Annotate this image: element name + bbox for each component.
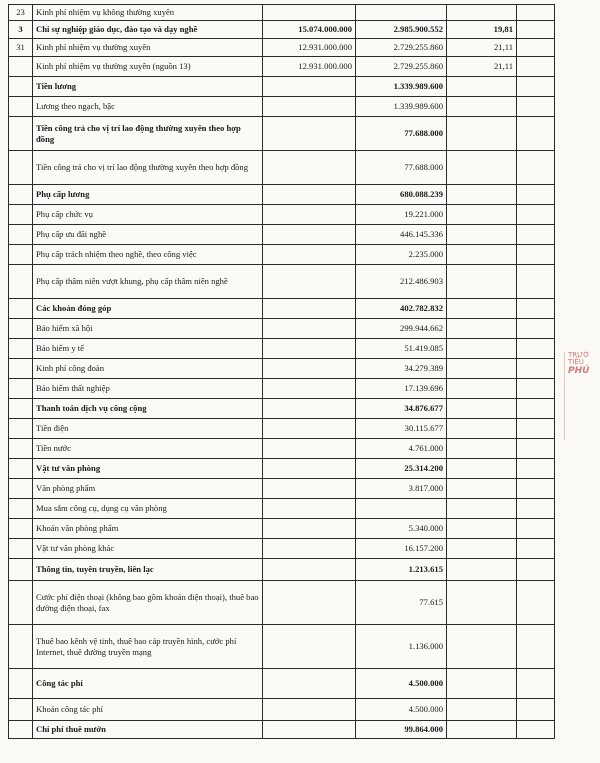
table-row [9,559,555,581]
row-number [9,185,33,205]
row-actual-amount: 1.213.615 [356,559,447,581]
row-number [9,559,33,581]
table-row [9,319,555,339]
table-row [9,339,555,359]
row-actual-amount: 3.817.000 [356,479,447,499]
table-row [9,699,555,721]
row-percent: 19,81 [447,21,517,39]
row-actual-amount: 299.944.662 [356,319,447,339]
row-item-name: Công tác phí [33,669,263,699]
row-percent [447,245,517,265]
row-percent [447,625,517,669]
row-item-name: Lương theo ngạch, bậc [33,97,263,117]
row-number [9,225,33,245]
row-plan-amount [263,245,356,265]
row-item-name: Phụ cấp ưu đãi nghề [33,225,263,245]
row-blank-cell [517,379,555,399]
row-item-name: Cước phí điện thoại (không bao gồm khoán điện thoại), thuê bao đường điện thoại, fax [33,581,263,625]
row-actual-amount: 4.761.000 [356,439,447,459]
row-blank-cell [517,39,555,57]
table-row [9,245,555,265]
row-actual-amount: 34.876.677 [356,399,447,419]
row-number [9,539,33,559]
row-plan-amount [263,265,356,299]
row-percent [447,151,517,185]
row-item-name: Phụ cấp trách nhiệm theo nghề, theo công việc [33,245,263,265]
row-plan-amount [263,379,356,399]
row-blank-cell [517,459,555,479]
stamp-line-1: TRƯỜ [568,351,590,359]
table-row [9,39,555,57]
row-percent [447,225,517,245]
row-blank-cell [517,97,555,117]
row-actual-amount: 51.419.085 [356,339,447,359]
row-plan-amount [263,185,356,205]
row-plan-amount [263,5,356,21]
row-number [9,479,33,499]
row-blank-cell [517,117,555,151]
row-number [9,245,33,265]
row-plan-amount: 15.074.000.000 [263,21,356,39]
row-item-name: Vật tư văn phòng [33,459,263,479]
row-plan-amount [263,77,356,97]
row-percent [447,459,517,479]
row-actual-amount: 77.688.000 [356,151,447,185]
row-number: 31 [9,39,33,57]
row-item-name: Phụ cấp lương [33,185,263,205]
row-blank-cell [517,699,555,721]
row-blank-cell [517,319,555,339]
row-percent [447,77,517,97]
row-item-name: Tiền nước [33,439,263,459]
table-row [9,439,555,459]
row-plan-amount [263,439,356,459]
row-number [9,439,33,459]
table-row [9,5,555,21]
row-item-name: Kinh phí công đoàn [33,359,263,379]
row-item-name: Tiền điện [33,419,263,439]
row-blank-cell [517,479,555,499]
row-actual-amount: 77.615 [356,581,447,625]
row-number [9,205,33,225]
row-blank-cell [517,205,555,225]
row-percent [447,299,517,319]
row-number: 23 [9,5,33,21]
row-actual-amount: 5.340.000 [356,519,447,539]
row-blank-cell [517,265,555,299]
row-plan-amount [263,97,356,117]
row-percent [447,319,517,339]
row-percent: 21,11 [447,57,517,77]
table-row [9,581,555,625]
row-number [9,379,33,399]
row-plan-amount: 12.931.000.000 [263,39,356,57]
table-row [9,151,555,185]
row-percent [447,479,517,499]
row-actual-amount: 2.729.255.860 [356,39,447,57]
row-number [9,419,33,439]
row-number [9,721,33,739]
row-number [9,581,33,625]
row-item-name: Chi sự nghiệp giáo dục, đào tạo và dạy nghề [33,21,263,39]
row-item-name: Kinh phí nhiệm vụ không thường xuyên [33,5,263,21]
row-percent [447,439,517,459]
row-number [9,265,33,299]
row-number [9,151,33,185]
row-actual-amount: 446.145.336 [356,225,447,245]
row-percent [447,721,517,739]
row-plan-amount [263,339,356,359]
table-row [9,77,555,97]
row-actual-amount: 17.139.696 [356,379,447,399]
table-row [9,479,555,499]
row-item-name: Bảo hiểm thất nghiệp [33,379,263,399]
row-blank-cell [517,5,555,21]
row-number [9,339,33,359]
row-percent [447,339,517,359]
row-item-name: Kinh phí nhiệm vụ thường xuyên [33,39,263,57]
row-percent [447,499,517,519]
row-item-name: Khoán văn phòng phẩm [33,519,263,539]
row-item-name: Thông tin, tuyên truyền, liên lạc [33,559,263,581]
row-plan-amount: 12.931.000.000 [263,57,356,77]
row-actual-amount [356,5,447,21]
table-row [9,721,555,739]
row-actual-amount: 30.115.677 [356,419,447,439]
row-plan-amount [263,399,356,419]
row-blank-cell [517,299,555,319]
row-percent [447,359,517,379]
row-blank-cell [517,625,555,669]
table-row [9,225,555,245]
row-number [9,299,33,319]
row-item-name: Kinh phí nhiệm vụ thường xuyên (nguồn 13) [33,57,263,77]
row-percent [447,205,517,225]
row-item-name: Tiền công trả cho vị trí lao động thường xuyên theo hợp đồng [33,151,263,185]
table-row [9,625,555,669]
row-item-name: Chi phí thuê mướn [33,721,263,739]
row-percent [447,379,517,399]
row-percent [447,117,517,151]
row-actual-amount: 16.157.200 [356,539,447,559]
row-number [9,699,33,721]
row-plan-amount [263,459,356,479]
row-actual-amount: 19.221.000 [356,205,447,225]
row-plan-amount [263,319,356,339]
row-plan-amount [263,117,356,151]
row-number [9,57,33,77]
row-blank-cell [517,21,555,39]
row-item-name: Tiền lương [33,77,263,97]
table-row [9,499,555,519]
row-plan-amount [263,499,356,519]
row-item-name: Các khoản đóng góp [33,299,263,319]
row-blank-cell [517,57,555,77]
row-item-name: Phụ cấp chức vụ [33,205,263,225]
row-plan-amount [263,151,356,185]
row-blank-cell [517,225,555,245]
row-percent [447,669,517,699]
row-percent [447,265,517,299]
row-number [9,499,33,519]
row-actual-amount: 99.864.000 [356,721,447,739]
row-blank-cell [517,581,555,625]
row-actual-amount: 2.235.000 [356,245,447,265]
table-row [9,379,555,399]
row-actual-amount: 212.486.903 [356,265,447,299]
row-item-name: Vật tư văn phòng khác [33,539,263,559]
row-item-name: Mua sắm công cụ, dụng cụ văn phòng [33,499,263,519]
table-row [9,519,555,539]
table-row [9,669,555,699]
table-row [9,419,555,439]
row-number [9,459,33,479]
row-plan-amount [263,299,356,319]
row-number: 3 [9,21,33,39]
row-actual-amount: 25.314.200 [356,459,447,479]
row-blank-cell [517,669,555,699]
row-actual-amount: 680.088.239 [356,185,447,205]
row-actual-amount [356,499,447,519]
row-item-name: Văn phòng phẩm [33,479,263,499]
row-blank-cell [517,77,555,97]
row-plan-amount [263,225,356,245]
stamp-fragment [564,352,600,440]
row-plan-amount [263,669,356,699]
table-row [9,399,555,419]
row-percent [447,581,517,625]
row-percent [447,419,517,439]
row-blank-cell [517,185,555,205]
row-actual-amount: 2.729.255.860 [356,57,447,77]
row-item-name: Bảo hiểm y tế [33,339,263,359]
row-blank-cell [517,245,555,265]
row-actual-amount: 1.339.989.600 [356,97,447,117]
row-number [9,77,33,97]
row-actual-amount: 1.339.989.600 [356,77,447,97]
table-row [9,539,555,559]
row-number [9,669,33,699]
row-blank-cell [517,519,555,539]
table-row [9,205,555,225]
table-row [9,117,555,151]
row-percent [447,699,517,721]
table-row [9,299,555,319]
table-row [9,265,555,299]
row-blank-cell [517,399,555,419]
row-plan-amount [263,699,356,721]
stamp-line-3: PHÚ [568,365,590,376]
row-plan-amount [263,625,356,669]
row-plan-amount [263,359,356,379]
table-row [9,57,555,77]
row-percent [447,185,517,205]
row-number [9,625,33,669]
row-item-name: Thuê bao kênh vệ tinh, thuê bao cáp truyền hình, cước phí Internet, thuê đường truyền mạng [33,625,263,669]
row-blank-cell [517,339,555,359]
budget-table-body [9,5,555,739]
table-row [9,359,555,379]
row-item-name: Khoán công tác phí [33,699,263,721]
row-plan-amount [263,539,356,559]
row-plan-amount [263,205,356,225]
row-item-name: Phụ cấp thâm niên vượt khung, phụ cấp thâm niên nghề [33,265,263,299]
row-actual-amount: 402.782.832 [356,299,447,319]
row-blank-cell [517,499,555,519]
row-item-name: Thanh toán dịch vụ công cộng [33,399,263,419]
row-percent: 21,11 [447,39,517,57]
row-actual-amount: 77.688.000 [356,117,447,151]
row-blank-cell [517,439,555,459]
row-plan-amount [263,581,356,625]
table-row [9,459,555,479]
row-percent [447,539,517,559]
row-actual-amount: 1.136.000 [356,625,447,669]
row-percent [447,5,517,21]
row-actual-amount: 4.500.000 [356,699,447,721]
row-number [9,319,33,339]
row-percent [447,399,517,419]
table-row [9,21,555,39]
row-percent [447,519,517,539]
row-number [9,359,33,379]
row-plan-amount [263,559,356,581]
row-blank-cell [517,721,555,739]
budget-table [8,4,555,739]
row-number [9,97,33,117]
row-number [9,399,33,419]
row-actual-amount: 2.985.900.552 [356,21,447,39]
row-actual-amount: 34.279.389 [356,359,447,379]
row-plan-amount [263,479,356,499]
row-plan-amount [263,419,356,439]
row-number [9,117,33,151]
row-percent [447,97,517,117]
row-number [9,519,33,539]
row-blank-cell [517,359,555,379]
table-row [9,97,555,117]
row-plan-amount [263,721,356,739]
row-blank-cell [517,559,555,581]
row-plan-amount [263,519,356,539]
row-actual-amount: 4.500.000 [356,669,447,699]
row-percent [447,559,517,581]
row-item-name: Tiền công trả cho vị trí lao động thường xuyên theo hợp đồng [33,117,263,151]
row-blank-cell [517,419,555,439]
stamp-line-2: TIỂU [568,358,584,367]
row-item-name: Bảo hiểm xã hội [33,319,263,339]
row-blank-cell [517,151,555,185]
table-row [9,185,555,205]
row-blank-cell [517,539,555,559]
